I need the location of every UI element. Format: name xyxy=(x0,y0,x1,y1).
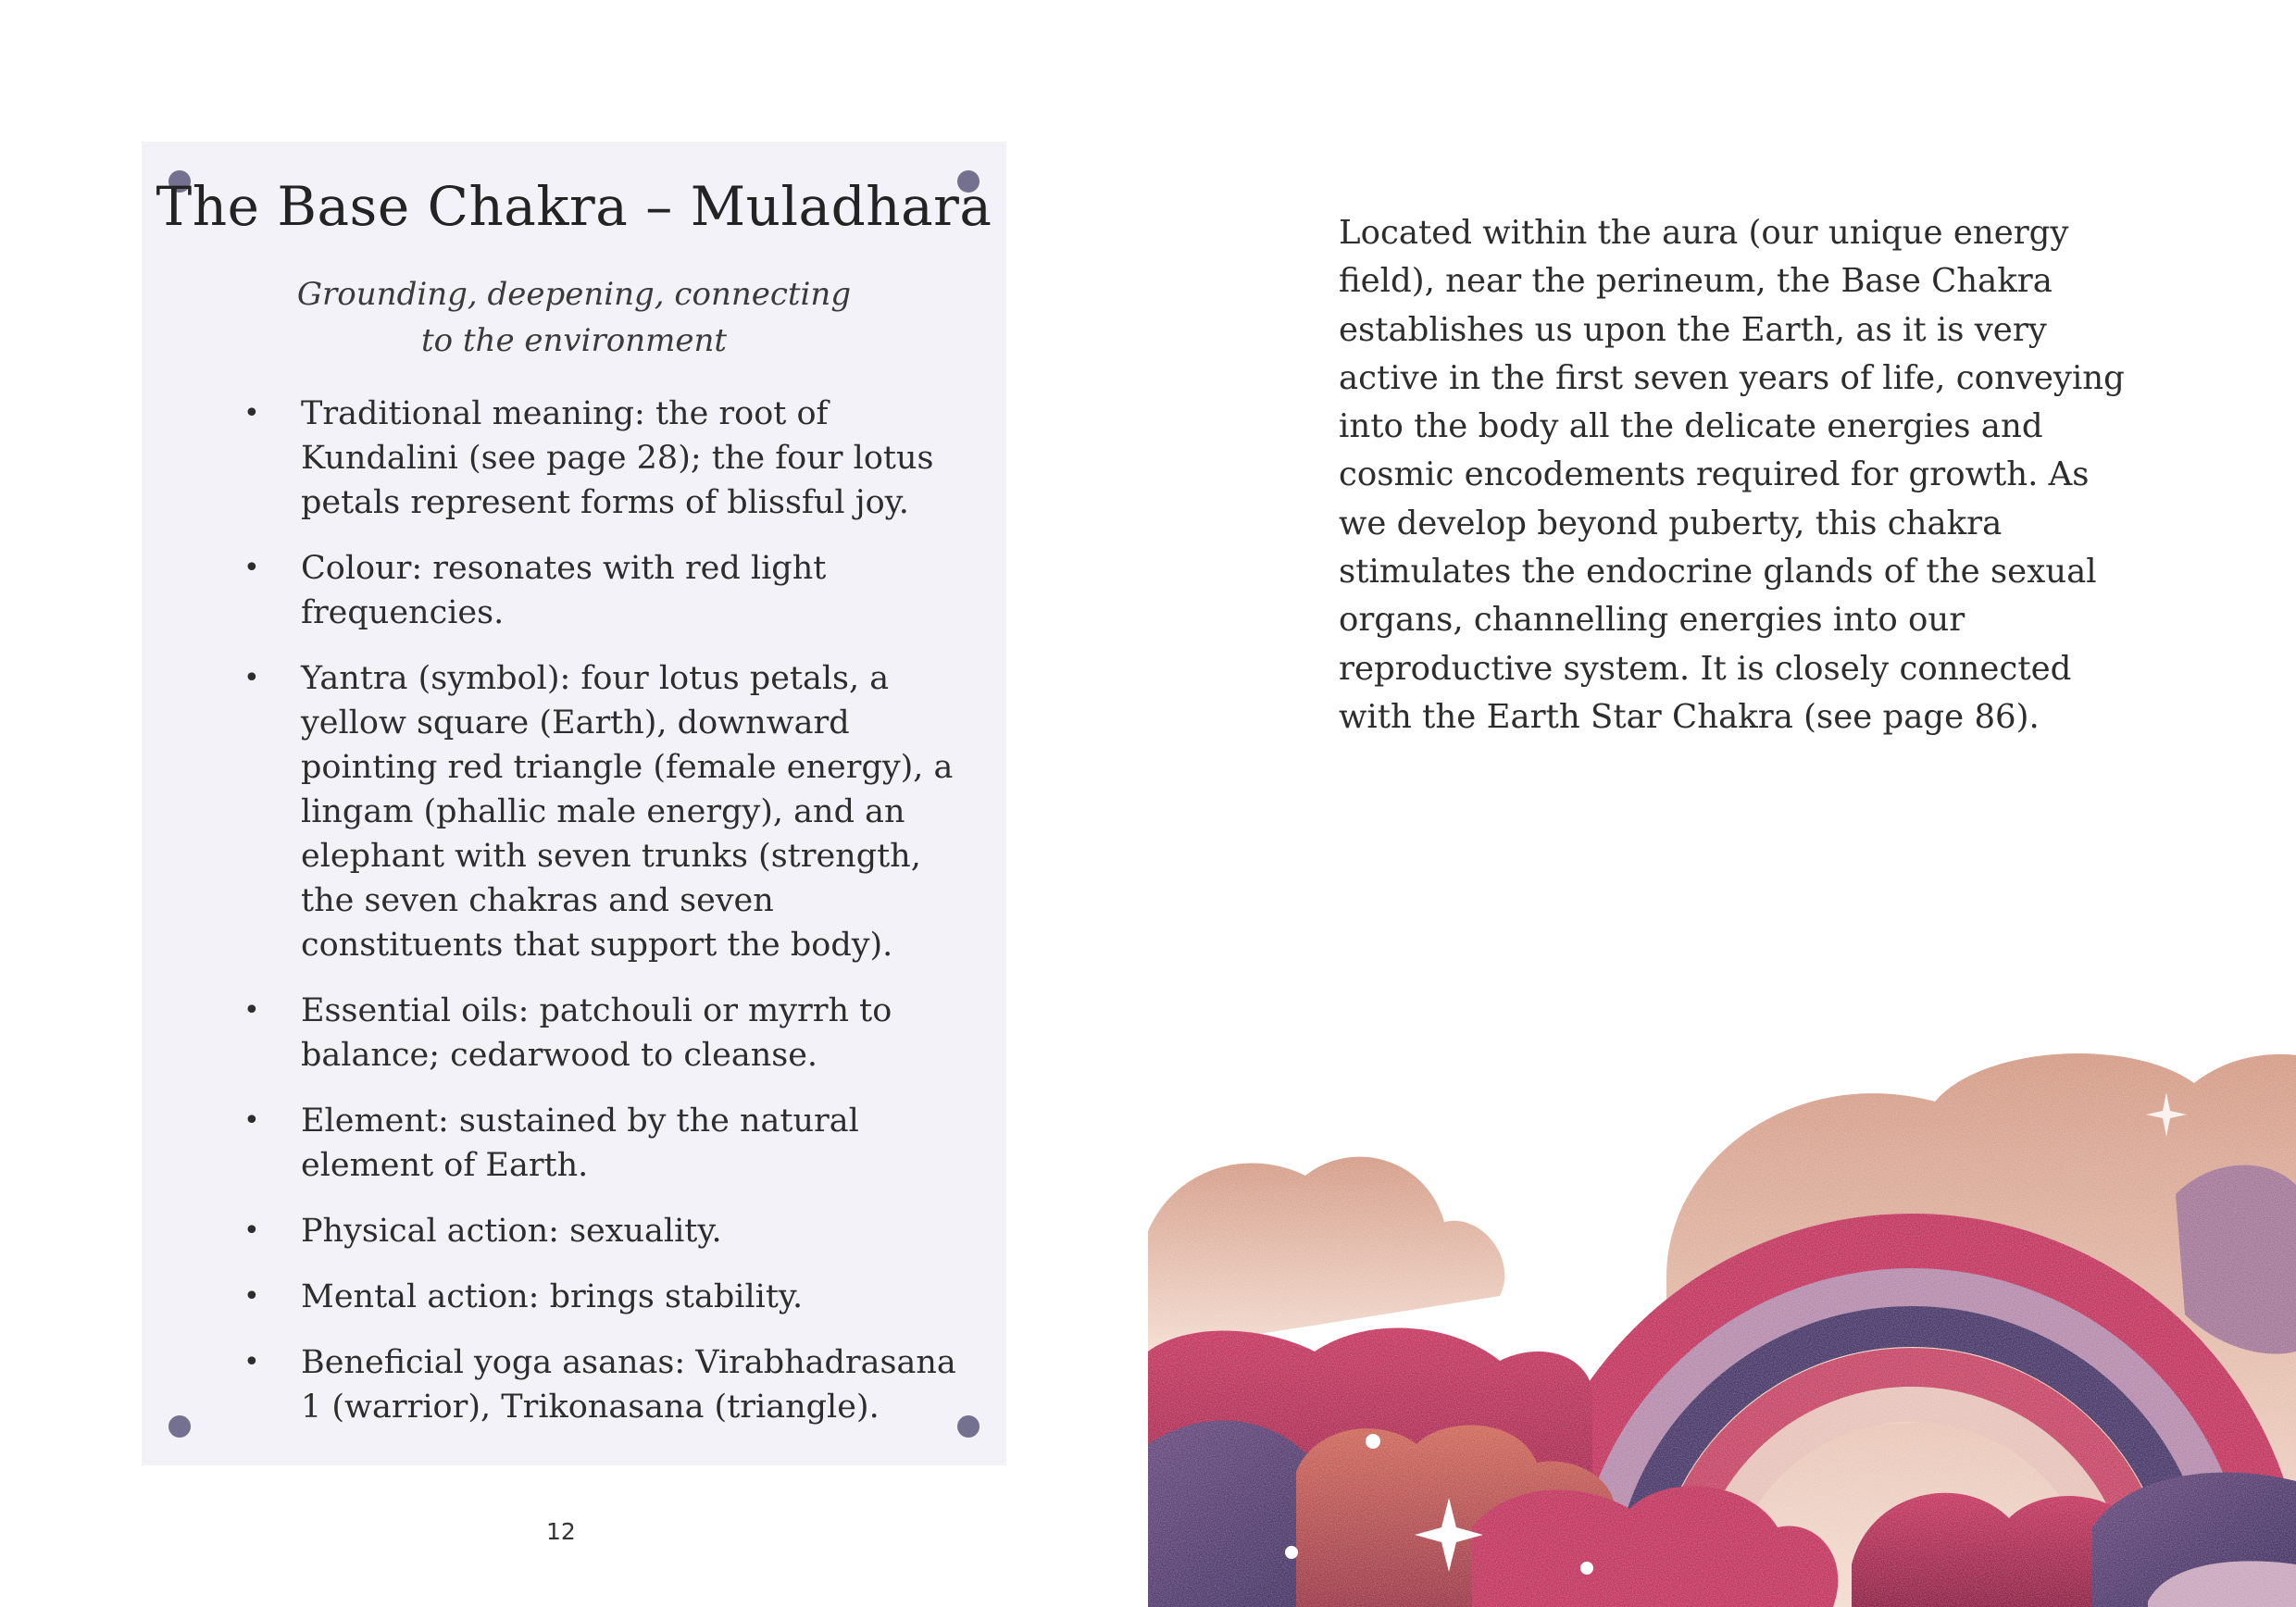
list-item xyxy=(243,989,975,1078)
list-item-text: Essential oils: patchouli or myrrh to balance; cedarwood to cleanse. xyxy=(301,992,892,1074)
list-item-text: Traditional meaning: the root of Kundalini (see page 28); the four lotus petals represent forms of blissful joy. xyxy=(301,395,934,521)
list-item-text: Yantra (symbol): four lotus petals, a yellow square (Earth), downward pointing red triangle (female energy), a lingam (phallic male energy), and an elephant with seven trunks (strength, the seven chakras and seven constituents that support the body). xyxy=(301,660,954,964)
bullet-icon: • xyxy=(243,1346,260,1378)
list-item xyxy=(243,1340,975,1429)
list-item xyxy=(243,1209,975,1253)
bullet-icon: • xyxy=(243,1280,260,1313)
list-item-text: Element: sustained by the natural element of Earth. xyxy=(301,1102,859,1184)
subtitle-line: to the environment xyxy=(420,322,728,359)
bullet-icon: • xyxy=(243,1215,260,1247)
bullet-icon: • xyxy=(243,994,260,1027)
page-number: 12 xyxy=(546,1518,576,1545)
list-item-text: Mental action: brings stability. xyxy=(301,1278,804,1315)
bullet-icon: • xyxy=(243,397,260,430)
list-item xyxy=(243,546,975,635)
foreground-clouds xyxy=(1148,1046,2296,1607)
list-item xyxy=(243,1099,975,1188)
subtitle-line: Grounding, deepening, connecting xyxy=(296,276,852,313)
list-item-text: Colour: resonates with red light frequencies. xyxy=(301,550,827,631)
list-item-text: Physical action: sexuality. xyxy=(301,1213,722,1250)
bullet-icon: • xyxy=(243,662,260,694)
bullet-icon: • xyxy=(243,552,260,584)
list-item xyxy=(243,392,975,525)
body-paragraph: Located within the aura (our unique energy field), near the perineum, the Base Chakra establishes us upon the Earth, as it is very active in the first seven years of life, conveying into the body all the delicate energies and cosmic encodements required for growth. As we develop beyond puberty, this chakra stimulates the endocrine glands of the sexual organs, channelling energies into our reproductive system. It is closely connected with the Earth Star Chakra (see page 86). xyxy=(1339,214,2125,736)
chakra-info-panel xyxy=(142,142,1006,1465)
list-item xyxy=(243,656,975,967)
page-title: The Base Chakra – Muladhara xyxy=(156,175,992,238)
rainbow-clouds-illustration xyxy=(1148,1046,2296,1607)
list-item-text: Beneficial yoga asanas: Virabhadrasana 1 (warrior), Trikonasana (triangle). xyxy=(301,1344,956,1426)
subtitle xyxy=(142,271,1006,364)
list-item xyxy=(243,1275,975,1319)
bullet-icon: • xyxy=(243,1104,260,1137)
corner-dot-icon xyxy=(168,1415,191,1438)
attribute-list xyxy=(243,392,975,1451)
